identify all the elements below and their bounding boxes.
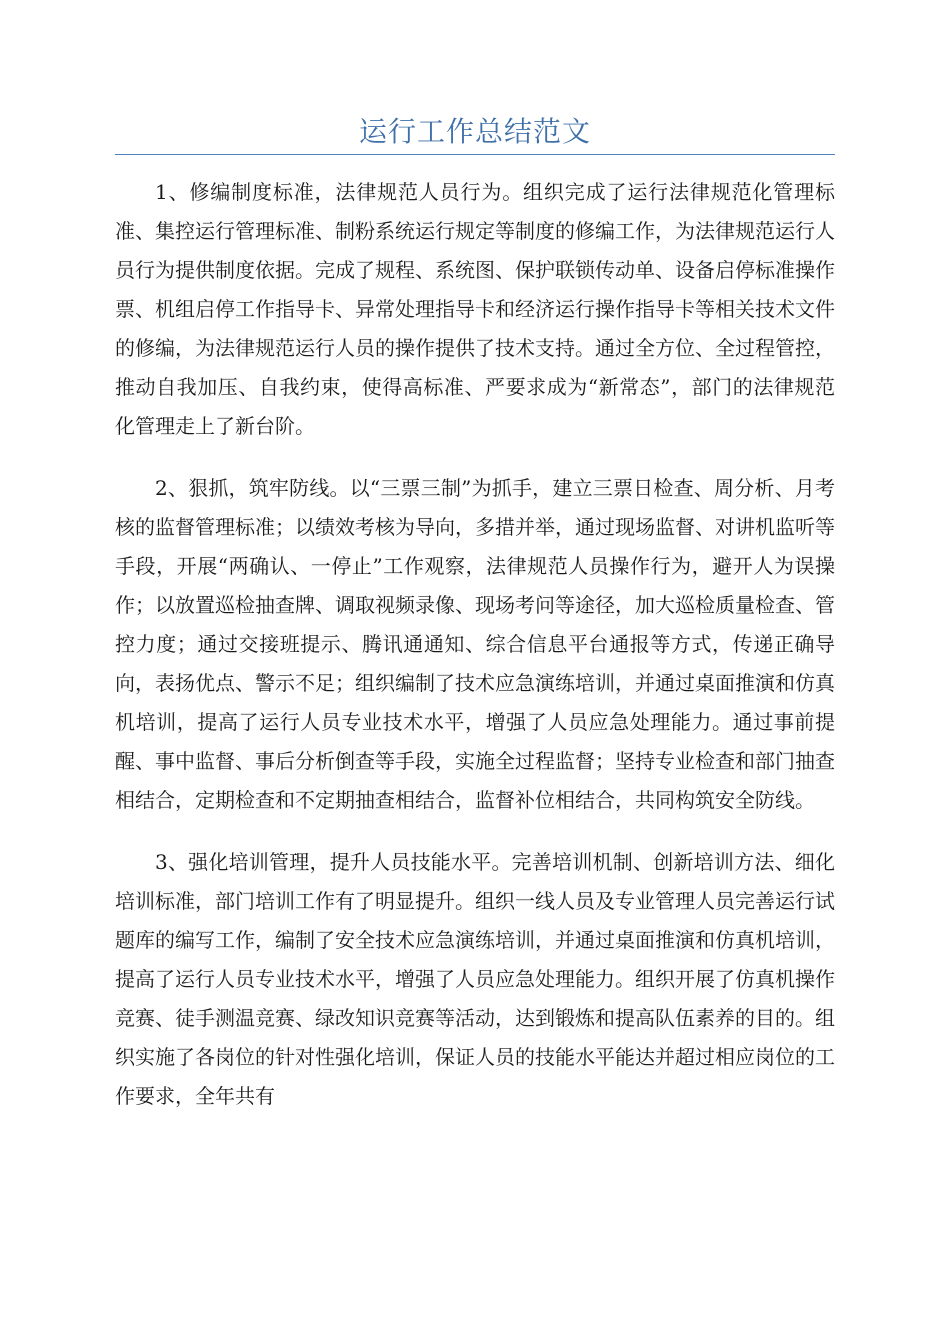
document-body (115, 173, 835, 1139)
paragraph-3: 3、强化培训管理，提升人员技能水平。完善培训机制、创新培训方法、细化培训标准，部门培训工作有了明显提升。组织一线人员及专业管理人员完善运行试题库的编写工作，编制了安全技术应急演练培训，并通过桌面推演和仿真机培训，提高了运行人员专业技术水平，增强了人员应急处理能力。组织开展了仿真机操作竞赛、徒手测温竞赛、绿改知识竞赛等活动，达到锻炼和提高队伍素养的目的。组织实施了各岗位的针对性强化培训，保证人员的技能水平能达并超过相应岗位的工作要求，全年共有 (115, 850, 835, 1108)
title-underline (115, 154, 835, 155)
paragraph-1: 1、修编制度标准，法律规范人员行为。组织完成了运行法律规范化管理标准、集控运行管理标准、制粉系统运行规定等制度的修编工作，为法律规范运行人员行为提供制度依据。完成了规程、系统图、保护联锁传动单、设备启停标准操作票、机组启停工作指导卡、异常处理指导卡和经济运行操作指导卡等相关技术文件的修编，为法律规范运行人员的操作提供了技术支持。通过全方位、全过程管控，推动自我加压、自我约束，使得高标准、严要求成为“新常态”，部门的法律规范化管理走上了新台阶。 (115, 180, 835, 438)
paragraph-2: 2、狠抓，筑牢防线。以“三票三制”为抓手，建立三票日检查、周分析、月考核的监督管理标准；以绩效考核为导向，多措并举，通过现场监督、对讲机监听等手段，开展“两确认、一停止”工作观察，法律规范人员操作行为，避开人为误操作；以放置巡检抽查牌、调取视频录像、现场考问等途径，加大巡检质量检查、管控力度；通过交接班提示、腾讯通通知、综合信息平台通报等方式，传递正确导向，表扬优点、警示不足；组织编制了技术应急演练培训，并通过桌面推演和仿真机培训，提高了运行人员专业技术水平，增强了人员应急处理能力。通过事前提醒、事中监督、事后分析倒查等手段，实施全过程监督；坚持专业检查和部门抽查相结合，定期检查和不定期抽查相结合，监督补位相结合，共同构筑安全防线。 (115, 476, 835, 812)
document-title: 运行工作总结范文 (358, 115, 591, 148)
